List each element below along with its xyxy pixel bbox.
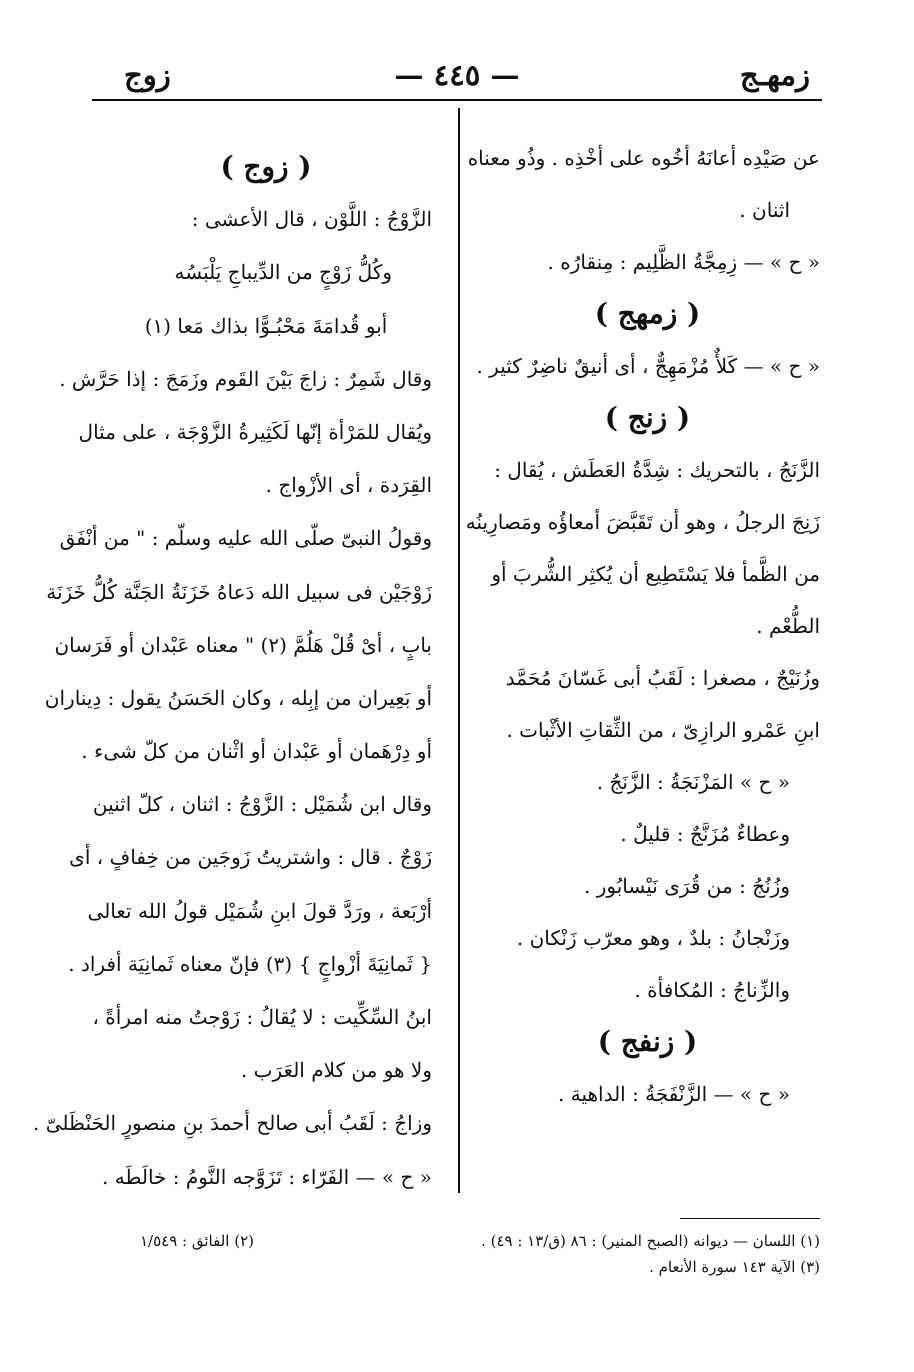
entry-line: من الظَّمأ فلا يَسْتَطِيع أن يُكثِر الشُّربَ أو	[491, 562, 820, 586]
footnotes	[120, 1232, 820, 1284]
entry-line: القِرَدة ، أى الأزْواج .	[265, 473, 432, 498]
verse-line: وكُلُّ زَوْجٍ من الدِّيباجِ يَلْبَسُه	[174, 260, 392, 285]
footnote-1: (١) اللسان — ديوانه (الصبح المنير) : ٨٦ (ق/١٣ : ٤٩) .	[481, 1232, 820, 1250]
header-left-word: زوج	[124, 58, 171, 92]
footnote-row	[120, 1232, 820, 1258]
entry-line: زَنِجَ الرجلُ ، وهو أن تَقَبَّضَ أمعاؤُه ومَصارِينُه	[465, 510, 820, 534]
entry-line: بابٍ ، أىْ قُلْ هَلُمَّ (٢) " معناه عَبْدان أو فَرَسان	[54, 632, 432, 657]
entry-line: ابنِ عَمْرو الرازِىّ ، من الثِّقاتِ الأثْبات .	[506, 718, 820, 742]
entry-line: وزَنْجانُ : بلدٌ ، وهو معرّب زَنْكان .	[516, 926, 790, 950]
entry-heading: ( زوج )	[220, 150, 312, 183]
entry-line: وقال شَمِرٌ : زاجَ بَيْنَ القَوم وزَمَجَ : إذا حَرَّش .	[59, 366, 432, 391]
entry-line: وقال ابن شُمَيْل : الزَّوْجُ : اثنان ، كلّ اثنين	[92, 792, 432, 817]
entry-line: والزِّناجُ : المُكافأة .	[634, 978, 790, 1002]
entry-line: « ح » المَزْنَجَةُ : الزَّنَجُ .	[596, 770, 790, 794]
entry-line: عن صَيْدِه أعانَهُ أخُوه على أخْذِه . وذُو معناه	[467, 146, 820, 170]
header-rule	[92, 99, 822, 101]
entry-line: « ح » — الفَرّاء : تَزَوَّجه النَّومُ : خالَطَه .	[102, 1164, 432, 1189]
left-column	[33, 140, 432, 1204]
entry-line: « ح » — كَلأٌ مُزْمَهِجٌّ ، أى أنيقٌ ناضِرٌ كثير .	[476, 354, 820, 378]
entry-line: وزاجُ : لَقَبُ أبى صالح أحمدَ بنِ منصورٍ الحَنْظَلىّ .	[33, 1111, 432, 1136]
footnote-rule	[680, 1218, 820, 1219]
verse-line: أبو قُدامَةَ مَحْبُـوًّا بذاك مَعا (١)	[144, 313, 388, 338]
entry-line: ولا هو من كلام العَرَب .	[240, 1058, 432, 1083]
column-divider	[458, 108, 460, 1193]
entry-line: « ح » — الزَّنْفَجَةُ : الداهية .	[558, 1082, 790, 1106]
page-header	[92, 52, 822, 98]
entry-line: وزُنَيْجٌ ، مصغرا : لَقَبُ أبى غَسّانَ مُحَمَّد	[505, 666, 820, 690]
header-right-word: زمهـج	[739, 58, 810, 92]
page-number: — ٤٤٥ —	[394, 58, 520, 92]
entry-line: الزَّنَجُ ، بالتحريك : شِدَّةُ العَطَش ، يُقال :	[494, 458, 820, 482]
entry-line: وقولُ النبىّ صلّى الله عليه وسلّم : " من أنْفَق	[59, 526, 432, 551]
entry-line: وعطاءٌ مُزَنَّجٌ : قليلٌ .	[620, 822, 790, 846]
footnote-3: (٣) الآية ١٤٣ سورة الأنعام .	[649, 1258, 820, 1276]
entry-line: أو بَعِيران من إبِله ، وكان الحَسَنُ يقول : دِيناران	[44, 685, 432, 710]
entry-line: أرْبَعة ، ورَدَّ قولَ ابنِ شُمَيْل قولُ الله تعالى	[87, 898, 432, 923]
entry-heading: ( زمهج )	[594, 297, 701, 330]
right-column	[465, 132, 820, 1120]
entry-line: زَوْجٌ . قال : واشتريتُ زَوجَين من خِفافٍ ، أى	[69, 845, 432, 870]
entry-line: ابنُ السِّكِّيت : لا يُقالُ : زَوْجتُ منه امرأةً ،	[92, 1005, 432, 1029]
entry-line: ويُقال للمَرْأة إنّها لَكَثِيرةُ الزَّوْجَة ، على مثال	[78, 419, 432, 444]
entry-heading: ( زنفج )	[597, 1025, 698, 1058]
entry-line: « ح » — زِمِجَّةُ الظَّلِيم : مِنقارُه .	[547, 250, 820, 274]
entry-heading: ( زنج )	[604, 401, 691, 434]
entry-line: وزُنُجُ : من قُرَى نَيْسابُور .	[584, 874, 790, 898]
entry-line: أو دِرْهَمان أو عَبْدان أو اثْنان من كلّ شىء .	[81, 739, 432, 764]
entry-line: زَوْجَيْن فى سبيل الله دَعاهُ خَزَنَةُ الجَنَّة كُلُّ خَزَنَة	[46, 579, 432, 604]
footnote-2: (٢) الفائق : ١/٥٤٩	[140, 1232, 254, 1250]
footnote-row	[120, 1258, 820, 1284]
entry-line: الزَّوْجُ : اللَّوْن ، قال الأعشى :	[191, 207, 432, 232]
entry-line: الطُّعْم .	[756, 614, 820, 638]
entry-line: { ثَمانِيَةَ أزْواجٍ } (٣) فإنّ معناه ثَمانِيَة أفراد .	[68, 951, 432, 976]
entry-line: اثنان .	[739, 198, 790, 222]
